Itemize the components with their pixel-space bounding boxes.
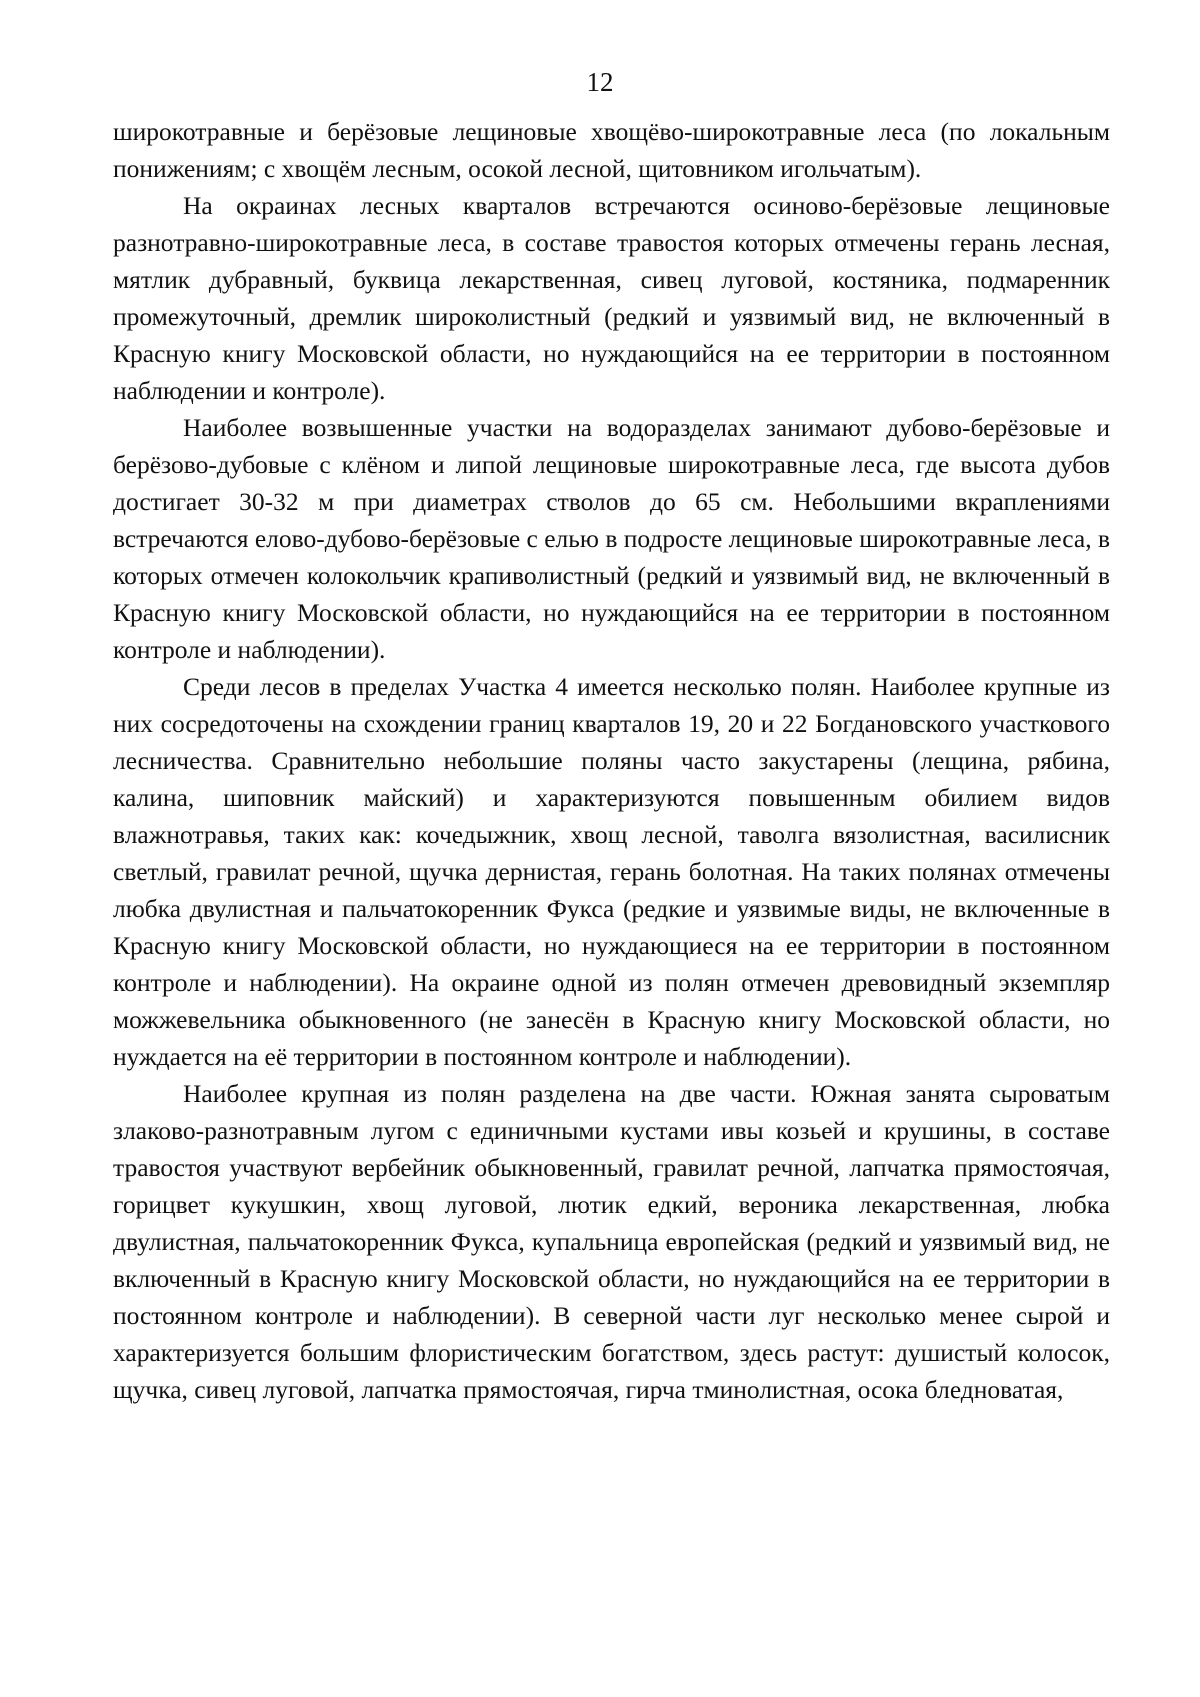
paragraph-4: Среди лесов в пределах Участка 4 имеется несколько полян. Наиболее крупные из них сосредоточены на схождении границ кварталов 19, 20 и 22 Богдановского участкового лесничества. Сравнительно небольшие поляны часто закустарены (лещина, рябина, калина, шиповник майский) и характеризуются повышенным обилием видов влажнотравья, таких как: кочедыжник, хвощ лесной, таволга вязолистная, василисник светлый, гравилат речной, щучка дернистая, герань болотная. На таких полянах отмечены любка двулистная и пальчатокоренник Фукса (редкие и уязвимые виды, не включенные в Красную книгу Московской области, но нуждающиеся на ее территории в постоянном контроле и наблюдении). На окраине одной из полян отмечен древовидный экземпляр можжевельника обыкновенного (не занесён в Красную книгу Московской области, но нуждается на её территории в постоянном контроле и наблюдении). — [113, 672, 1110, 1071]
paragraph-3: Наиболее возвышенные участки на водоразделах занимают дубово-берёзовые и берёзово-дубовые с клёном и липой лещиновые широкотравные леса, где высота дубов достигает 30-32 м при диаметрах стволов до 65 см. Небольшими вкраплениями встречаются елово-дубово-берёзовые с елью в подросте лещиновые широкотравные леса, в которых отмечен колокольчик крапиволистный (редкий и уязвимый вид, не включенный в Красную книгу Московской области, но нуждающийся на ее территории в постоянном контроле и наблюдении). — [113, 413, 1110, 664]
paragraph-5: Наиболее крупная из полян разделена на две части. Южная занята сыроватым злаково-разнотравным лугом с единичными кустами ивы козьей и крушины, в составе травостоя участвуют вербейник обыкновенный, гравилат речной, лапчатка прямостоячая, горицвет кукушкин, хвощ луговой, лютик едкий, вероника лекарственная, любка двулистная, пальчатокоренник Фукса, купальница европейская (редкий и уязвимый вид, не включенный в Красную книгу Московской области, но нуждающийся на ее территории в постоянном контроле и наблюдении). В северной части луг несколько менее сырой и характеризуется большим флористическим богатством, здесь растут: душистый колосок, щучка, сивец луговой, лапчатка прямостоячая, гирча тминолистная, осока бледноватая, — [113, 1079, 1110, 1404]
paragraph-1: широкотравные и берёзовые лещиновые хвощёво-широкотравные леса (по локальным понижениям; с хвощём лесным, осокой лесной, щитовником игольчатым). — [113, 117, 1110, 183]
paragraph-2: На окраинах лесных кварталов встречаются осиново-берёзовые лещиновые разнотравно-широкотравные леса, в составе травостоя которых отмечены герань лесная, мятлик дубравный, буквица лекарственная, сивец луговой, костяника, подмаренник промежуточный, дремлик широколистный (редкий и уязвимый вид, не включенный в Красную книгу Московской области, но нуждающийся на ее территории в постоянном наблюдении и контроле). — [113, 191, 1110, 405]
page-number: 12 — [586, 67, 614, 97]
body-text — [113, 113, 1110, 1408]
